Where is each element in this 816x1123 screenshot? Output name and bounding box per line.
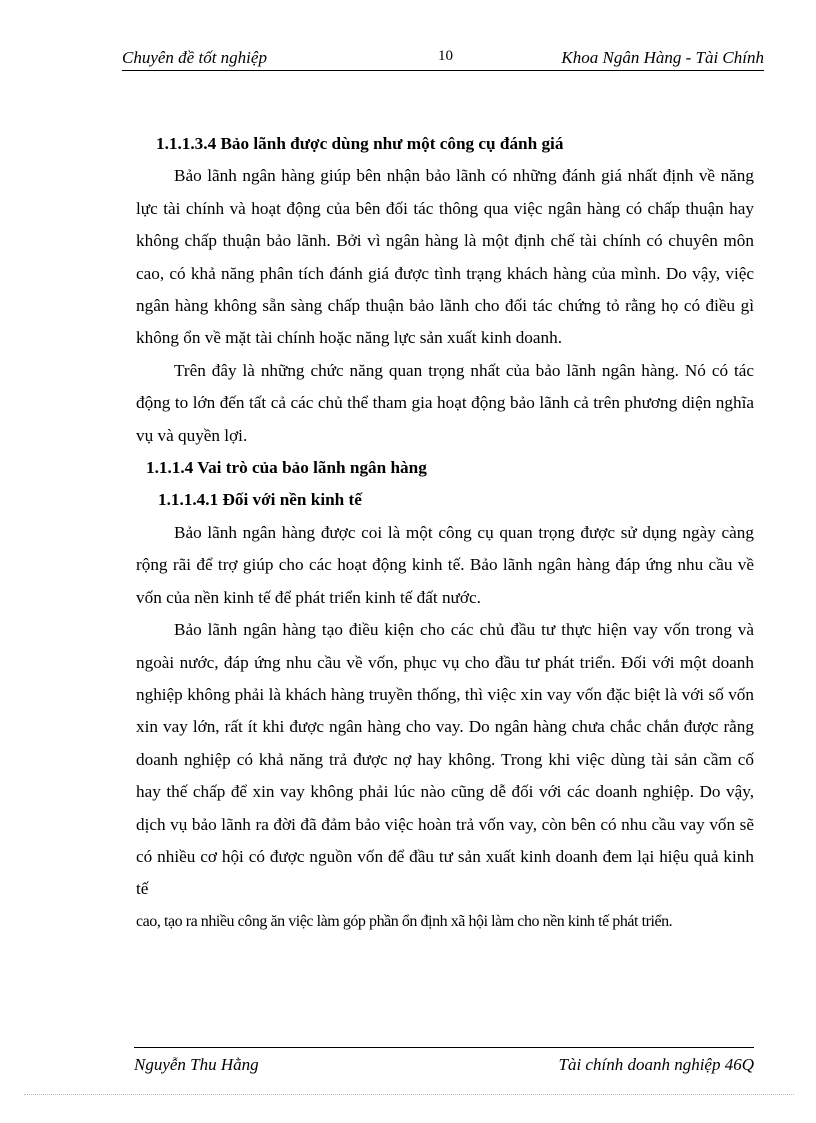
footer-class: Tài chính doanh nghiệp 46Q bbox=[558, 1055, 754, 1074]
header-left-title: Chuyên đề tốt nghiệp bbox=[122, 48, 267, 67]
page-footer bbox=[134, 1047, 754, 1078]
page-bottom-edge bbox=[24, 1094, 794, 1095]
page-number: 10 bbox=[438, 48, 453, 64]
paragraph-final-line: cao, tạo ra nhiều công ăn việc làm góp phần ổn định xã hội làm cho nền kinh tế phát triển. bbox=[136, 912, 673, 930]
footer-author: Nguyễn Thu Hằng bbox=[134, 1055, 259, 1074]
section-heading-1-1-1-4-1: 1.1.1.4.1 Đối với nền kinh tế bbox=[158, 490, 362, 510]
paragraph-summary-functions: Trên đây là những chức năng quan trọng nhất của bảo lãnh ngân hàng. Nó có tác động to lớn đến tất cả các chủ thể tham gia hoạt động bảo lãnh cả trên phương diện nghĩa vụ và quyền lợi. bbox=[136, 360, 754, 445]
section-heading-1-1-1-4: 1.1.1.4 Vai trò của bảo lãnh ngân hàng bbox=[146, 458, 427, 478]
paragraph-economy-tool: Bảo lãnh ngân hàng được coi là một công cụ quan trọng được sử dụng ngày càng rộng rãi để trợ giúp cho các hoạt động kinh tế. Bảo lãnh ngân hàng đáp ứng nhu cầu về vốn của nền kinh tế để phát triển kinh tế đất nước. bbox=[136, 522, 754, 607]
paragraph-evaluation-tool: Bảo lãnh ngân hàng giúp bên nhận bảo lãnh có những đánh giá nhất định về năng lực tài chính và hoạt động của bên đối tác thông qua việc ngân hàng có chấp thuận hay không chấp thuận bảo lãnh. Bởi vì ngân hàng là một định chế tài chính có chuyên môn cao, có khả năng phân tích đánh giá được tình trạng khách hàng của mình. Do vậy, việc ngân hàng không sẵn sàng chấp thuận bảo lãnh cho đối tác chứng tỏ rằng họ có điều gì không ổn về mặt tài chính hoặc năng lực sản xuất kinh doanh. bbox=[136, 166, 754, 348]
header-right-title: Khoa Ngân Hàng - Tài Chính bbox=[561, 48, 764, 67]
paragraph-investment-conditions: Bảo lãnh ngân hàng tạo điều kiện cho các chủ đầu tư thực hiện vay vốn trong và ngoài nước, đáp ứng nhu cầu về vốn, phục vụ cho đầu tư phát triển. Đối với một doanh nghiệp không phải là khách hàng truyền thống, thì việc xin vay vốn đặc biệt là với số vốn xin vay lớn, rất ít khi được ngân hàng cho vay. Do ngân hàng chưa chắc chắn được rằng doanh nghiệp có khả năng trả được nợ hay không. Trong khi việc dùng tài sản cầm cố hay thế chấp để xin vay không phải lúc nào cũng dễ đối với các doanh nghiệp. Do vậy, dịch vụ bảo lãnh ra đời đã đảm bảo việc hoàn trả vốn vay, còn bên có nhu cầu vay vốn sẽ có nhiều cơ hội có được nguồn vốn để đầu tư sản xuất kinh doanh đem lại hiệu quả kinh tế bbox=[136, 620, 754, 899]
page-header bbox=[122, 46, 764, 71]
section-heading-1-1-1-3-4: 1.1.1.3.4 Bảo lãnh được dùng như một công cụ đánh giá bbox=[156, 134, 564, 153]
document-body bbox=[136, 128, 754, 938]
